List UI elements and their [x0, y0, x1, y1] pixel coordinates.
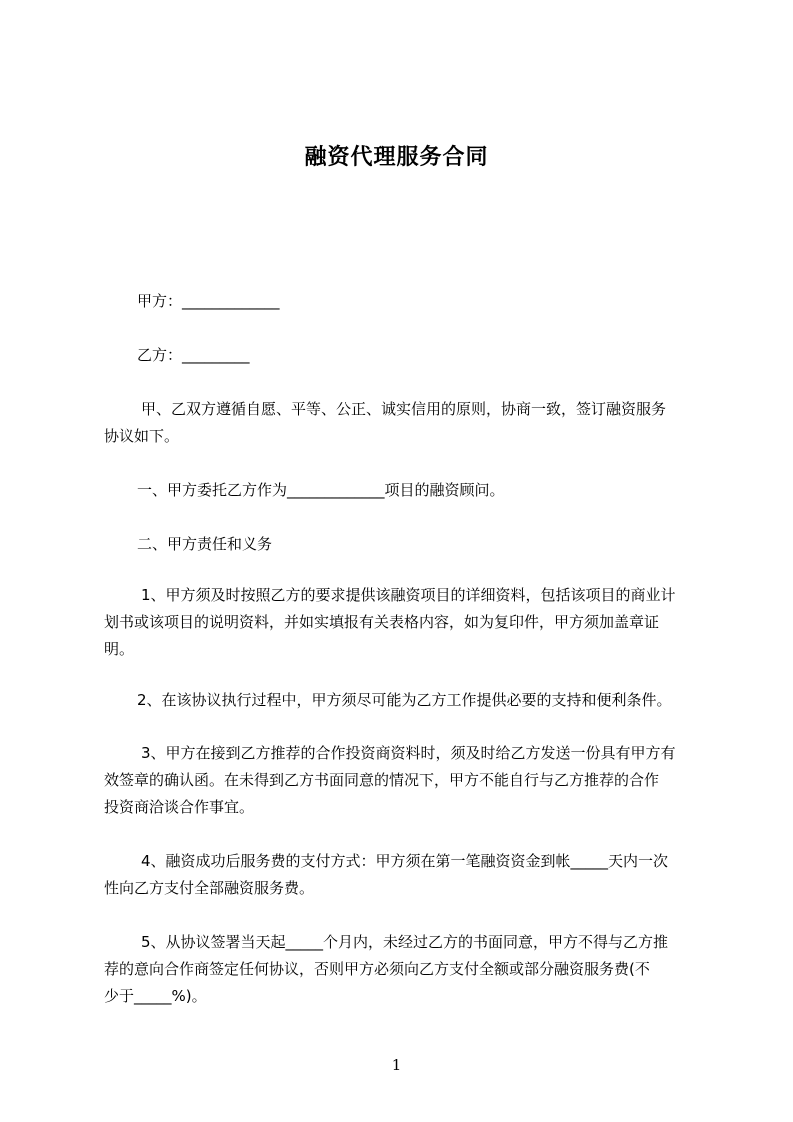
clause-3-line-1: 3、甲方在接到乙方推荐的合作投资商资料时，须及时给乙方发送一份具有甲方有 — [141, 744, 676, 762]
clause-2-line-1: 2、在该协议执行过程中，甲方须尽可能为乙方工作提供必要的支持和便利条件。 — [137, 691, 672, 709]
intro-line-2: 协议如下。 — [104, 427, 180, 445]
clause-1-line-2: 划书或该项目的说明资料，并如实填报有关表格内容，如为复印件，甲方须加盖章证 — [104, 613, 660, 631]
section-1-heading: 一、甲方委托乙方作为_____________项目的融资顾问。 — [137, 481, 505, 499]
party-a-line: 甲方：_____________ — [137, 292, 280, 310]
clause-1-line-3: 明。 — [104, 640, 135, 658]
document-title: 融资代理服务合同 — [304, 145, 489, 170]
clause-3-line-2: 效签章的确认函。在未得到乙方书面同意的情况下，甲方不能自行与乙方推荐的合作 — [104, 771, 660, 789]
clause-5-line-3: 少于_____%)。 — [104, 987, 207, 1005]
page-number: 1 — [391, 1056, 402, 1074]
clause-4-line-2: 性向乙方支付全部融资服务费。 — [104, 879, 315, 897]
clause-1-line-1: 1、甲方须及时按照乙方的要求提供该融资项目的详细资料，包括该项目的商业计 — [141, 586, 676, 604]
clause-5-line-2: 荐的意向合作商签定任何协议，否则甲方必须向乙方支付全额或部分融资服务费(不 — [104, 960, 650, 978]
clause-5-line-1: 5、从协议签署当天起_____个月内，未经过乙方的书面同意，甲方不得与乙方推 — [141, 933, 669, 951]
party-b-line: 乙方：_________ — [137, 346, 250, 364]
section-2-heading: 二、甲方责任和义务 — [137, 535, 273, 553]
intro-line-1: 甲、乙双方遵循自愿、平等、公正、诚实信用的原则，协商一致，签订融资服务 — [141, 400, 667, 418]
clause-4-line-1: 4、融资成功后服务费的支付方式：甲方须在第一笔融资资金到帐_____天内一次 — [141, 852, 669, 870]
clause-3-line-3: 投资商洽谈合作事宜。 — [104, 798, 255, 816]
